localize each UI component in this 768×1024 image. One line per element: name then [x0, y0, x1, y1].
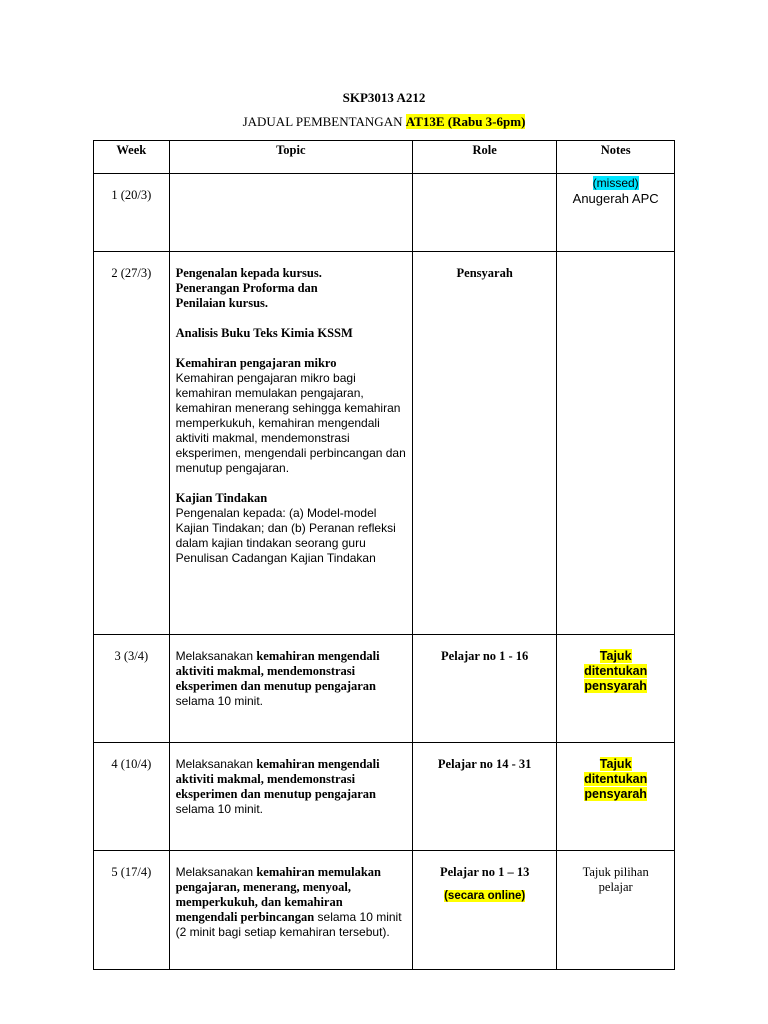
role-cell: Pensyarah — [413, 252, 557, 635]
week-cell: 4 (10/4) — [94, 743, 170, 851]
notes-tag: Tajuk ditentukan pensyarah — [584, 649, 648, 693]
notes-cell — [557, 743, 675, 851]
week-cell: 2 (27/3) — [94, 252, 170, 635]
schedule-title-prefix: JADUAL PEMBENTANGAN — [242, 114, 406, 129]
online-tag: (secara online) — [444, 890, 526, 902]
notes-missed-tag: (missed) — [592, 176, 639, 190]
topic-analysis: Analisis Buku Teks Kimia KSSM — [175, 326, 353, 340]
topic-kt-extra: Penulisan Cadangan Kajian Tindakan — [175, 551, 376, 565]
notes-cell — [557, 851, 675, 970]
topic-intro-line: Pengenalan kepada kursus. — [175, 266, 322, 280]
week-cell: 5 (17/4) — [94, 851, 170, 970]
schedule-title — [0, 114, 768, 130]
table-row — [94, 174, 675, 252]
week-cell: 1 (20/3) — [94, 174, 170, 252]
topic-kt-text: Pengenalan kepada: (a) Model-model Kajian Tindakan; dan (b) Peranan refleksi dalam kajian tindakan seorang guru — [175, 506, 396, 550]
topic-intro-line: Penilaian kursus. — [175, 296, 269, 310]
topic-micro-text: Kemahiran pengajaran mikro bagi kemahiran memulakan pengajaran, kemahiran menerang sehingga kemahiran memperkukuh, kemahiran mengendali aktiviti makmal, mendemonstrasi eksperimen, mengendali perbincangan dan menutup pengajaran. — [175, 371, 406, 475]
week-cell: 3 (3/4) — [94, 635, 170, 743]
schedule-table — [93, 140, 675, 970]
role-cell: Pelajar no 14 - 31 — [413, 743, 557, 851]
table-row — [94, 635, 675, 743]
topic-cell — [169, 252, 412, 635]
table-row — [94, 252, 675, 635]
document-code: SKP3013 A212 — [342, 90, 426, 105]
topic-cell: Melaksanakan kemahiran mengendali aktiviti makmal, mendemonstrasi eksperimen dan menutup pengajaran selama 10 minit. — [169, 635, 412, 743]
topic-cell: Melaksanakan kemahiran mengendali aktiviti makmal, mendemonstrasi eksperimen dan menutup pengajaran selama 10 minit. — [169, 743, 412, 851]
topic-cell: Melaksanakan kemahiran memulakan pengajaran, menerang, menyoal, memperkukuh, dan kemahiran mengendali perbincangan selama 10 minit (2 minit bagi setiap kemahiran tersebut). — [169, 851, 412, 970]
col-header-role: Role — [413, 141, 557, 174]
col-header-notes: Notes — [557, 141, 675, 174]
notes-text: Tajuk pilihan pelajar — [582, 865, 649, 894]
topic-micro-heading: Kemahiran pengajaran mikro — [175, 356, 337, 370]
col-header-week: Week — [94, 141, 170, 174]
topic-intro-line: Penerangan Proforma dan — [175, 281, 318, 295]
role-cell — [413, 174, 557, 252]
table-header-row — [94, 141, 675, 174]
table-row — [94, 743, 675, 851]
topic-kt-heading: Kajian Tindakan — [175, 491, 268, 505]
notes-cell — [557, 174, 675, 252]
notes-tag: Tajuk ditentukan pensyarah — [584, 757, 648, 801]
table-row — [94, 851, 675, 970]
role-text: Pelajar no 1 – 13 — [440, 865, 530, 879]
col-header-topic: Topic — [169, 141, 412, 174]
topic-cell — [169, 174, 412, 252]
notes-text: Anugerah APC — [572, 191, 659, 206]
role-cell: Pelajar no 1 - 16 — [413, 635, 557, 743]
schedule-title-class: AT13E (Rabu 3-6pm) — [405, 114, 526, 129]
notes-cell — [557, 635, 675, 743]
role-cell — [413, 851, 557, 970]
notes-cell — [557, 252, 675, 635]
